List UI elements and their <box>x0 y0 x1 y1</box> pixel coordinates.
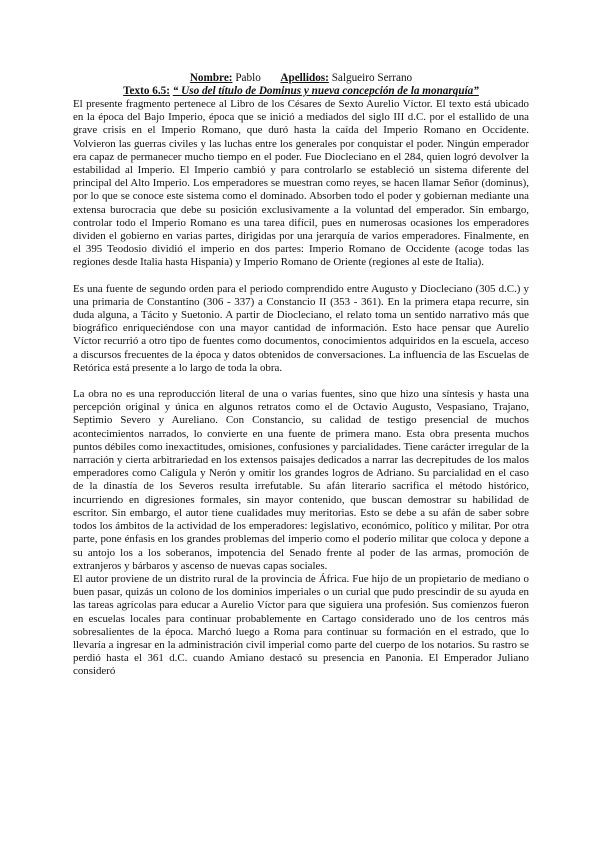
title-text: “ Uso del título de Dominus y nueva concepción de la monarquía” <box>172 85 479 97</box>
author-header <box>73 72 529 85</box>
document-title <box>73 85 529 98</box>
name-label: Nombre: <box>189 72 233 84</box>
paragraph-sources: Es una fuente de segundo orden para el periodo comprendido entre Augusto y Diocleciano (305 d.C.) y una primaria de Constantino (306 - 337) a Constancio II (353 - 361). En la primera etapa recurre, sin duda alguna, a Tácito y Suetonio. A partir de Diocleciano, el relato toma un sentido narrativo más que biográfico enriqueciéndose con una mayor cantidad de información. Esto hace pensar que Aurelio Víctor recurrió a otro tipo de fuentes como documentos, conocimientos adquiridos en la escuela, acceso a discursos frecuentes de la época y datos obtenidos de conversaciones. La influencia de las Escuelas de Retórica está presente a lo largo de toda la obra. <box>73 282 529 374</box>
paragraph-context: El presente fragmento pertenece al Libro de los Césares de Sexto Aurelio Víctor. El texto está ubicado en la época del Bajo Imperio, época que se inició a mediados del siglo III d.C. por el estallido de una grave crisis en el Imperio Romano, que duró hasta la caída del Imperio Romano en Occidente. Volvieron las guerras civiles y las luchas entre los generales por conquistar el poder. Ningún emperador era capaz de permanecer mucho tiempo en el poder. Fue Diocleciano en el 284, quien logró devolver la estabilidad al Imperio. El Imperio cambió y para controlarlo se estableció un sistema diferente del principal del Alto Imperio. Los emperadores se muestran como reyes, se hacen llamar Señor (dominus), por lo que se conoce este sistema como el dominado. Absorben todo el poder y gobiernan mediante una extensa burocracia que debe su posición exclusivamente a la voluntad del emperador. Sin embargo, controlar todo el Imperio Romano es una tarea difícil, pues en numerosas ocasiones los emperadores dividen el gobierno en varias partes, dirigidas por una jerarquía de varios emperadores. Finalmente, en el 395 Teodosio dividió el imperio en dos partes: Imperio Romano de Occidente (acoge todas las regiones desde Italia hasta Hispania) y Imperio Romano de Oriente (regiones al este de Italia). <box>73 98 529 269</box>
title-label: Texto 6.5: <box>123 85 170 97</box>
name-value: Pablo <box>235 72 261 84</box>
paragraph-author: El autor proviene de un distrito rural de la provincia de África. Fue hijo de un propietario de mediano o buen pasar, quizás un colono de los dominios imperiales o un curial que pudo prescindir de su ayuda en las tareas agrícolas para educar a Aurelio Víctor para que siguiera una profesión. Sus comienzos fueron en escuelas locales para continuar probablemente en Cartago considerado uno de los centros más sobresalientes de la época. Marchó luego a Roma para continuar su formación en el estrado, que lo llevaría a ingresar en la administración civil imperial como parte del cuerpo de los notarios. Su rastro se perdió hasta el 361 d.C. cuando Amiano destacó su presencia en Panonia. El Emperador Juliano consideró <box>73 572 529 678</box>
document-page <box>73 72 529 679</box>
surname-value: Salgueiro Serrano <box>331 72 413 84</box>
paragraph-analysis: La obra no es una reproducción literal de una o varias fuentes, sino que hizo una síntesis y hasta una percepción original y única en algunos retratos como el de Octavio Augusto, Vespasiano, Trajano, Septimio Severo y Aureliano. Con Constancio, su calidad de testigo presencial de muchos acontecimientos narrados, lo convierte en una fuente de primera mano. Esta obra presenta muchos puntos débiles como inexactitudes, omisiones, confusiones y parcialidades. Tiene carácter irregular de la narración y cierta arbitrariedad en los extensos paisajes dedicados a narrar las decrepitudes de los malos emperadores como Calígula y Nerón y omitir los grandes logros de Adriano. Su parcialidad en el caso de la dinastía de los Severos resulta irrefutable. Su afán literario sacrifica el método histórico, incurriendo en digresiones formales, sin mayor contenido, que buscan demostrar su habilidad de escritor. Sin embargo, el autor tiene cualidades muy meritorias. Esto se debe a su afán de saber sobre todos los ámbitos de la actividad de los emperadores: legislativo, económico, político y militar. Por otra parte, pone énfasis en los grandes problemas del imperio como el poderío militar que coloca y depone a su antojo los a los soberanos, impotencia del Senado frente al poder de las armas, promoción de extranjeros y bárbaros y ascenso de nuevas capas sociales. <box>73 388 529 572</box>
surname-label: Apellidos: <box>280 72 329 84</box>
